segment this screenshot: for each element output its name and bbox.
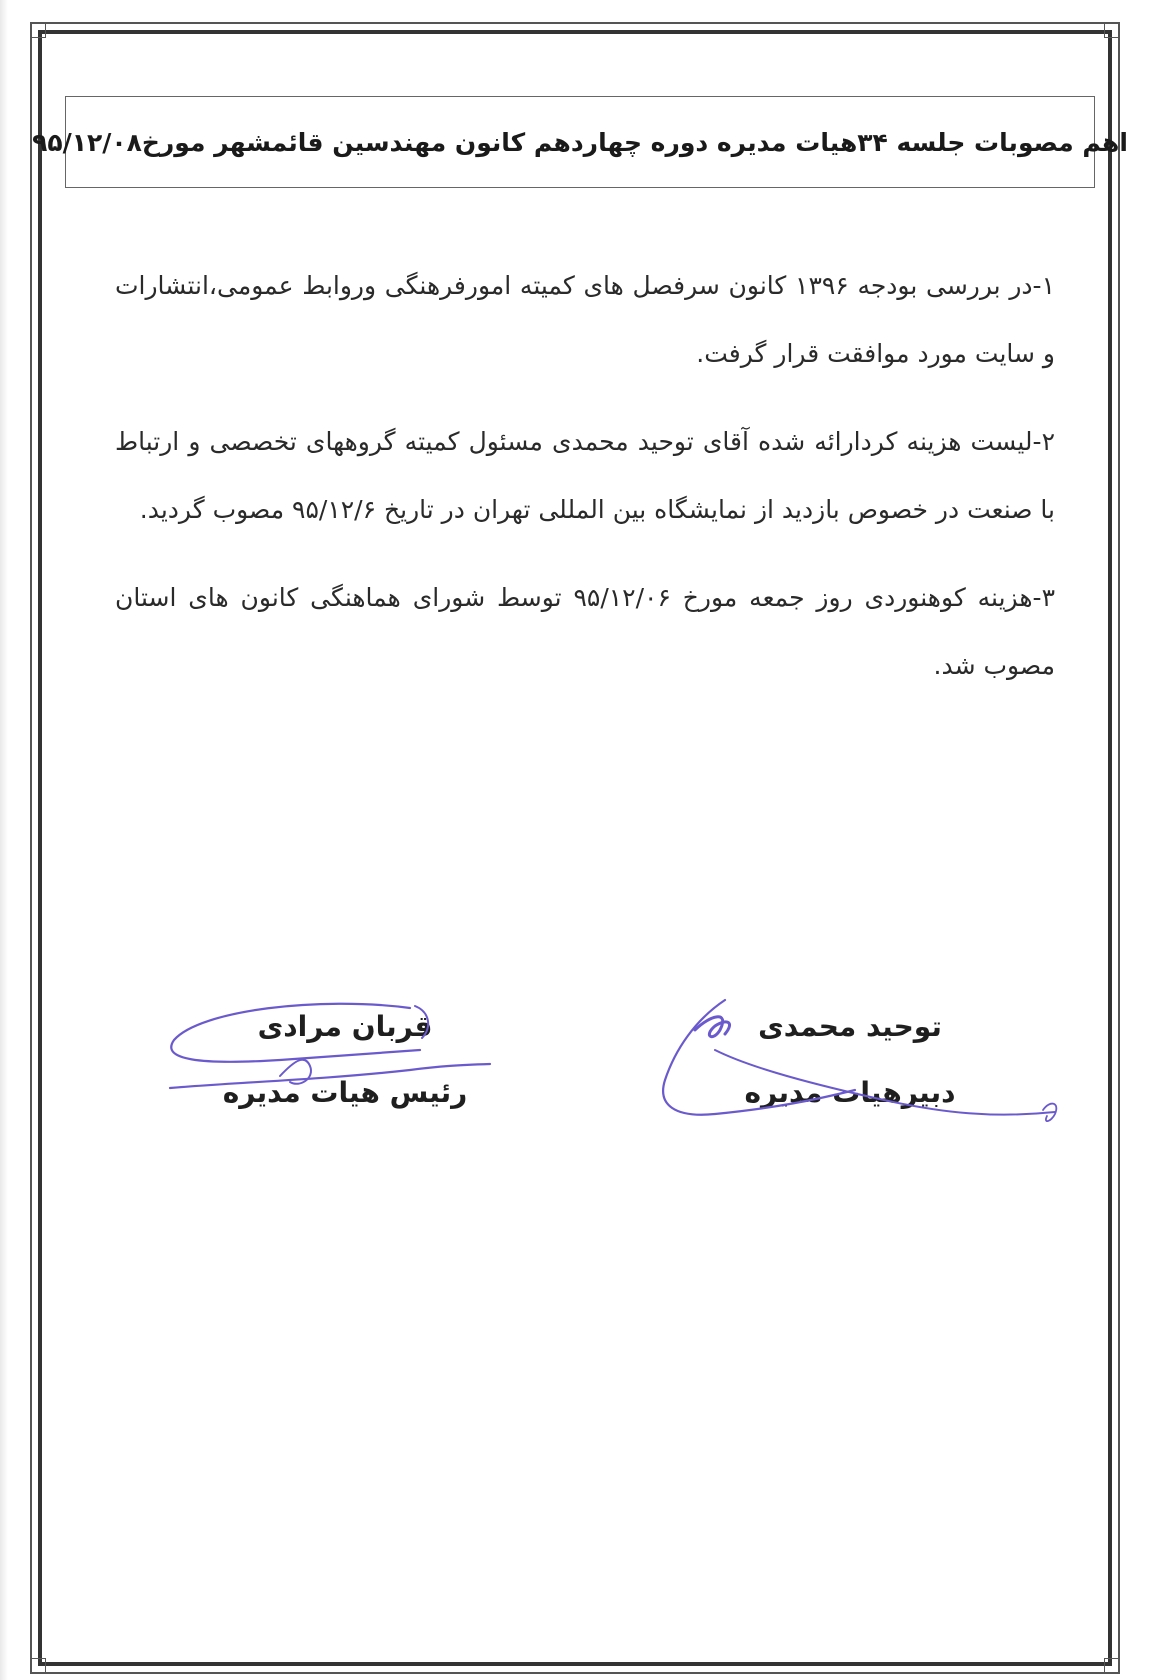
signer-role-chairman: رئیس هیات مدیره <box>222 1076 468 1109</box>
scan-edge-shadow <box>0 0 8 1680</box>
resolutions-list <box>115 252 1055 720</box>
signature-block-chairman <box>195 1007 495 1113</box>
signer-name-secretary: توحید محمدی <box>758 1010 942 1043</box>
document-title: اهم مصوبات جلسه ۳۴هیات مدیره دوره چهاردهم کانون مهندسین قائمشهر مورخ۹۵/۱۲/۰۸ <box>32 127 1128 157</box>
resolution-item-1: ۱-در بررسی بودجه ۱۳۹۶ کانون سرفصل های کمیته امورفرهنگی وروابط عمومی،انتشارات و سایت مورد موافقت قرار گرفت. <box>115 271 1055 368</box>
signer-role-secretary: دبیرهیات مدیره <box>744 1076 956 1109</box>
corner-ornament-bottom-left <box>30 1658 46 1674</box>
resolution-item-2: ۲-لیست هزینه کردارائه شده آقای توحید محمدی مسئول کمیته گروههای تخصصی و ارتباط با صنعت در خصوص بازدید از نمایشگاه بین المللی تهران در تاریخ ۹۵/۱۲/۶ مصوب گردید. <box>115 427 1055 524</box>
corner-ornament-bottom-right <box>1104 1658 1120 1674</box>
resolution-item-3: ۳-هزینه کوهنوردی روز جمعه مورخ ۹۵/۱۲/۰۶ توسط شورای هماهنگی کانون های استان مصوب شد. <box>115 583 1055 680</box>
corner-ornament-top-right <box>1104 22 1120 38</box>
title-box <box>32 96 1128 188</box>
corner-ornament-top-left <box>30 22 46 38</box>
signer-name-chairman: قربان مرادی <box>257 1010 433 1043</box>
signature-block-secretary <box>700 1007 1000 1113</box>
